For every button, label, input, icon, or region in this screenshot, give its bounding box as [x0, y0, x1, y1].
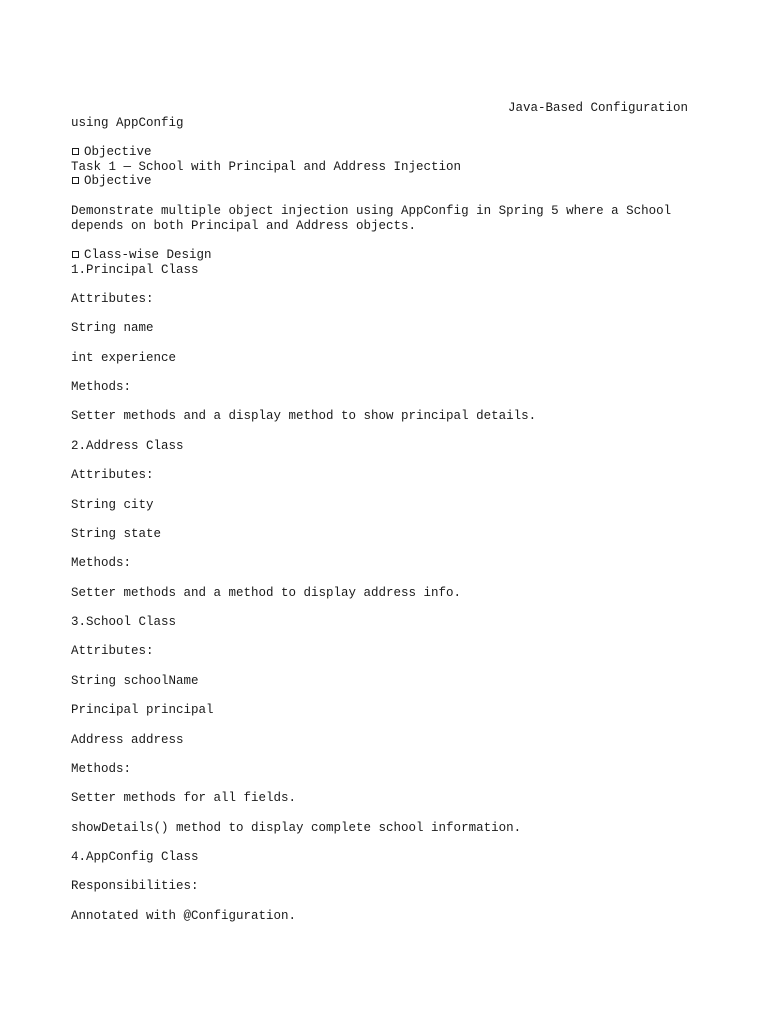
- section-heading: 3.School Class: [71, 615, 177, 630]
- methods-label: Methods:: [71, 761, 132, 776]
- attributes-label: Attributes:: [71, 291, 154, 306]
- responsibilities-label: Responsibilities:: [71, 879, 199, 894]
- doc-title: Java-Based Configuration: [507, 101, 688, 115]
- objective-heading: Objective: [71, 145, 711, 160]
- responsibility-item: Annotated with @Configuration.: [71, 908, 297, 923]
- objective-text: Demonstrate multiple object injection using AppConfig in Spring 5 where a School: [71, 203, 672, 218]
- section-heading: 4.AppConfig Class: [71, 850, 199, 865]
- objective-text: depends on both Principal and Address objects.: [71, 218, 417, 233]
- attributes-label: Attributes:: [71, 468, 154, 483]
- method-item: showDetails() method to display complete school information.: [71, 820, 522, 835]
- section-heading: 1.Principal Class: [71, 262, 199, 277]
- square-bullet-icon: [72, 177, 79, 184]
- square-bullet-icon: [72, 148, 79, 155]
- methods-label: Methods:: [71, 556, 132, 571]
- method-item: Setter methods and a method to display address info.: [71, 585, 462, 600]
- attribute-item: String name: [71, 321, 154, 336]
- square-bullet-icon: [72, 251, 79, 258]
- method-item: Setter methods for all fields.: [71, 791, 297, 806]
- task-title: Task 1 — School with Principal and Address Injection: [71, 159, 462, 174]
- attribute-item: Principal principal: [71, 703, 214, 718]
- attribute-item: int experience: [71, 350, 177, 365]
- method-item: Setter methods and a display method to show principal details.: [71, 409, 537, 424]
- methods-label: Methods:: [71, 380, 132, 395]
- attribute-item: String schoolName: [71, 673, 199, 688]
- attribute-item: String city: [71, 497, 154, 512]
- doc-title-continued: using AppConfig: [71, 115, 184, 130]
- objective-heading: Objective: [71, 174, 711, 189]
- section-heading: 2.Address Class: [71, 438, 184, 453]
- attribute-item: Address address: [71, 732, 184, 747]
- attribute-item: String state: [71, 526, 162, 541]
- document-page: [71, 101, 711, 924]
- attributes-label: Attributes:: [71, 644, 154, 659]
- design-heading: Class-wise Design: [71, 248, 711, 263]
